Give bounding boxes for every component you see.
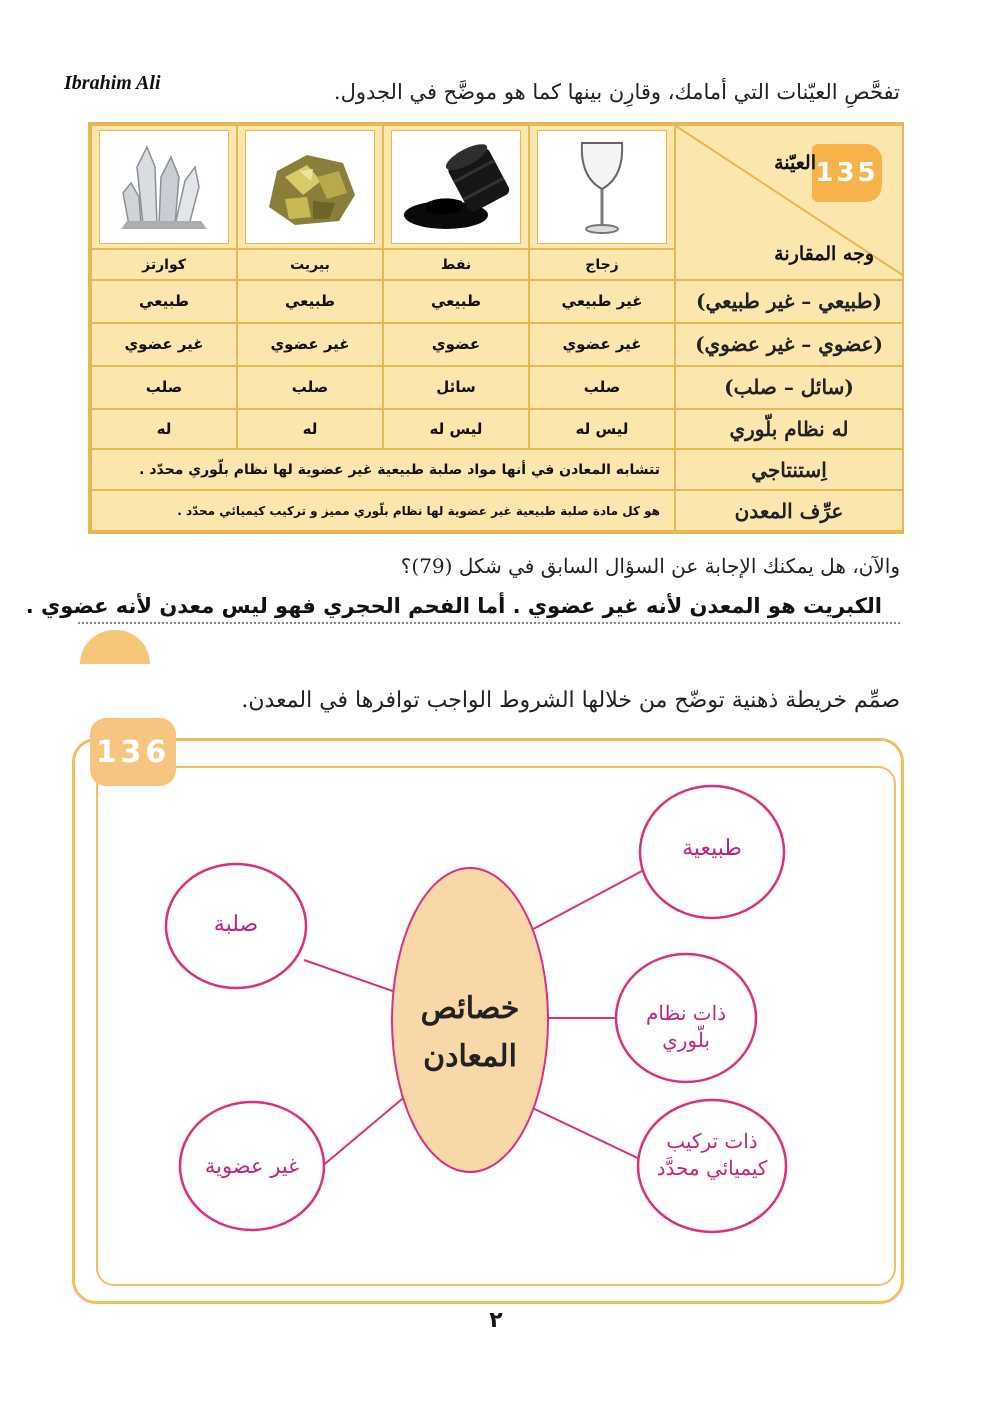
node-inorganic-label: غير عضوية [204,1154,300,1178]
sample-name-pyrite: بيريت [237,249,383,280]
node-solid-label: صلبة [213,912,259,937]
row-label-organic: (عضوي – غير عضوي) [675,323,903,366]
table-cell: ليس له [383,409,529,450]
table-cell: صلب [91,366,237,409]
node-natural-label: طبيعية [682,836,742,861]
connector-chemical [524,1104,646,1162]
table-cell: له [91,409,237,450]
node-crystal-label: ذات نظام بلّوري [645,1001,727,1052]
table-cell: غير طبيعي [529,280,675,323]
sample-name-quartz: كوارتز [91,249,237,280]
center-label-line2: المعادن [423,1039,517,1074]
table-cell: غير عضوي [91,323,237,366]
conclusion-text: تتشابه المعادن في أنها مواد صلبة طبيعية غير عضوية لها نظام بلّوري محدّد . [91,449,675,490]
table-cell: سائل [383,366,529,409]
connector-natural [522,870,644,935]
table-cell: عضوي [383,323,529,366]
exercise-136-badge: 136 [90,718,176,786]
row-label-conclusion: اِستنتاجي [675,449,903,490]
table-cell: ليس له [529,409,675,450]
answer-text: الكبريت هو المعدن لأنه غير عضوي . أما الفحم الحجري فهو ليس معدن لأنه عضوي . [25,594,882,618]
table-cell: طبيعي [237,280,383,323]
node-chemical-label: ذات تركيب كيميائي محدَّد [656,1129,768,1180]
definition-text: هو كل مادة صلبة طبيعية غير عضوية لها نظام بلّوري مميز و تركيب كيميائي محدّد . [91,490,675,531]
connector-solid [304,960,404,995]
table-cell: غير عضوي [237,323,383,366]
connector-inorganic [320,1094,408,1168]
exercise-135-badge: 135 [812,144,882,202]
question-text: والآن، هل يمكنك الإجابة عن السؤال السابق في شكل (79)؟ [400,554,900,578]
table-cell: طبيعي [91,280,237,323]
row-label-natural: (طبيعي – غير طبيعي) [675,280,903,323]
table-cell: صلب [529,366,675,409]
table-cell: غير عضوي [529,323,675,366]
row-label-crystal: له نظام بلّوري [675,409,903,450]
exercise-135-instruction: تفحَّصِ العيّنات التي أمامك، وقارِن بينها كما هو موضَّح في الجدول. [333,80,900,104]
row-label-define: عرِّف المعدن [675,490,903,531]
center-node-label [392,985,548,1081]
author-name: Ibrahim Ali [64,72,161,94]
page-number: ٢ [489,1308,503,1333]
corner-sample-label: العيّنة [774,152,816,174]
sample-name-oil: نفط [383,249,529,280]
table-cell: صلب [237,366,383,409]
row-label-state: (سائل – صلب) [675,366,903,409]
exercise-136-instruction: صمِّم خريطة ذهنية توضّح من خلالها الشروط الواجب توافرها في المعدن. [241,688,900,713]
sample-name-glass: زجاج [529,249,675,280]
corner-comparison-label: وجه المقارنة [774,243,874,266]
center-label-line1: خصائص [420,991,520,1026]
table-cell: له [237,409,383,450]
table-cell: طبيعي [383,280,529,323]
